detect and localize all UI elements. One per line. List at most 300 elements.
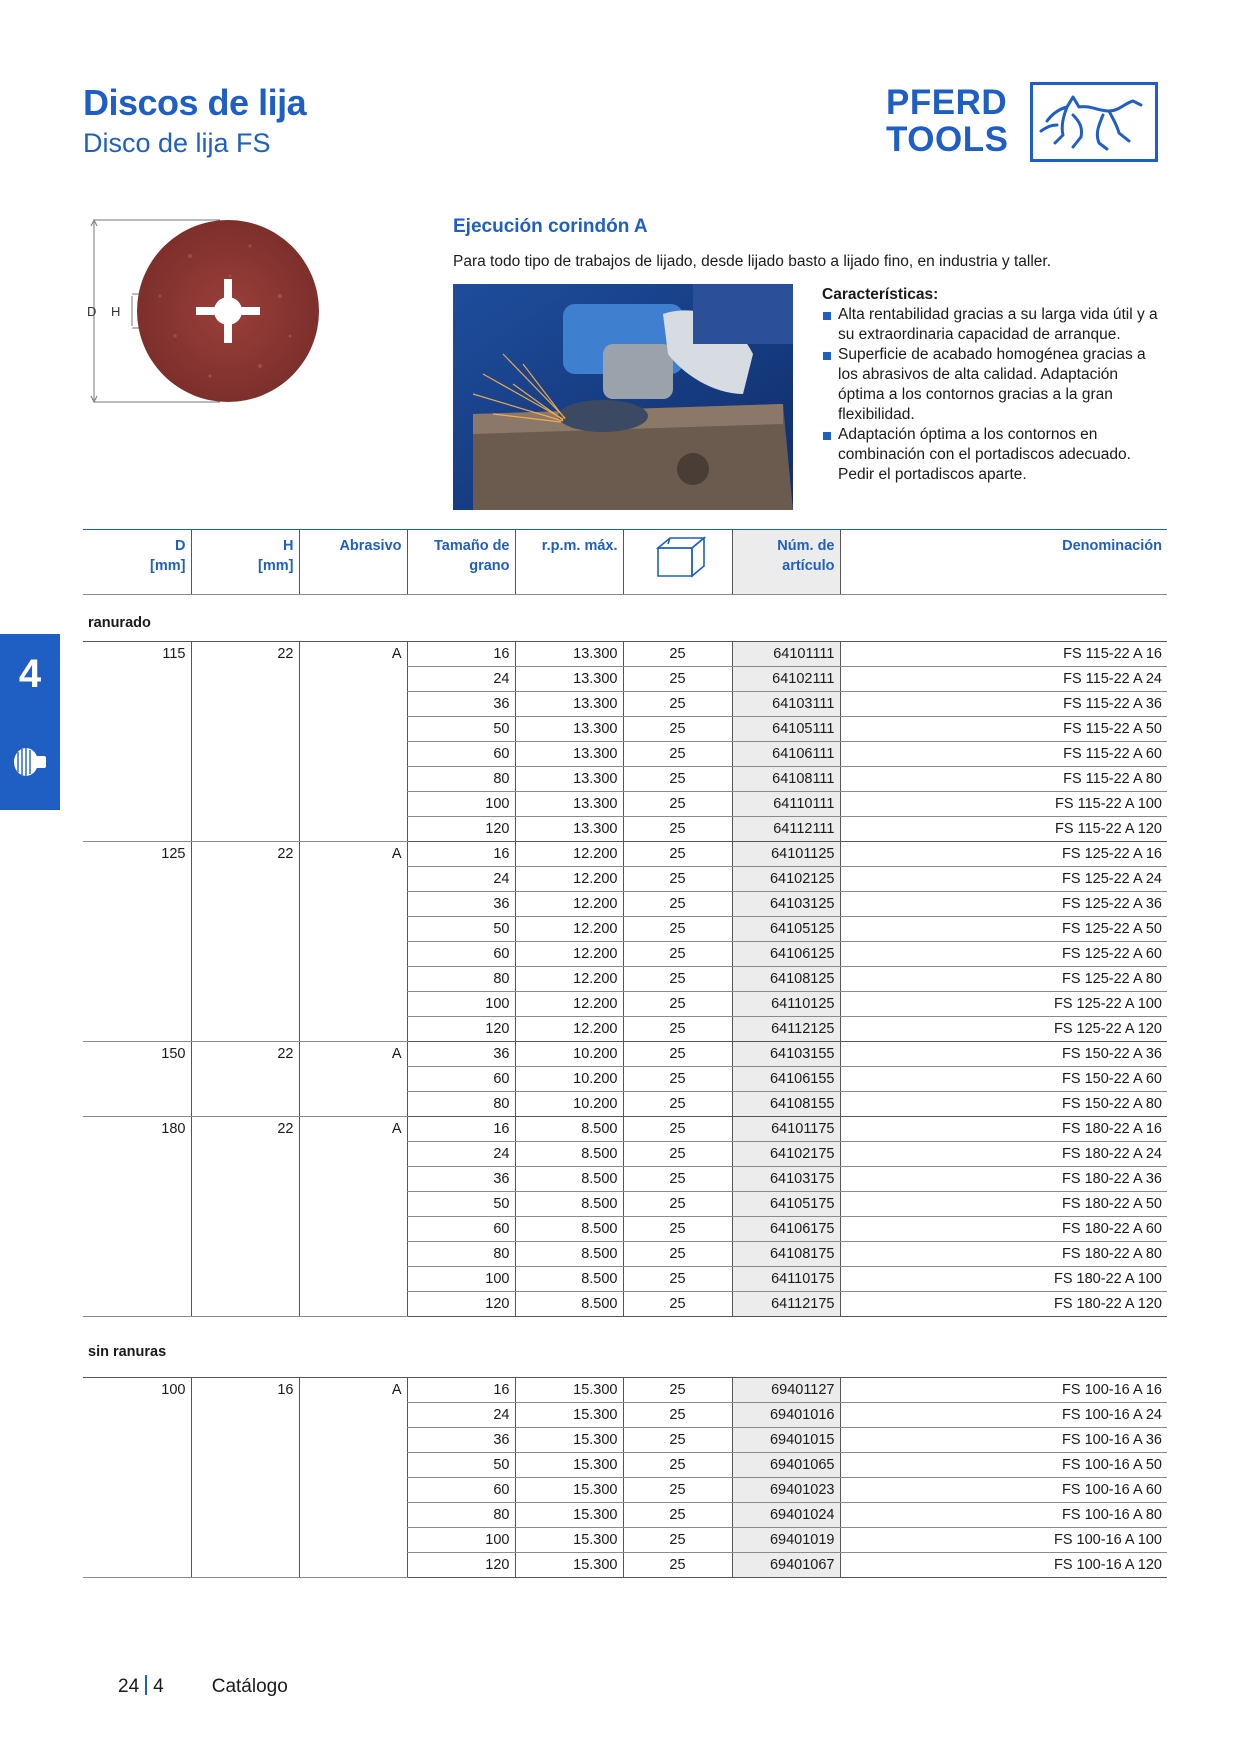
cell-d (83, 1167, 191, 1192)
cell-rpm: 15.300 (515, 1503, 623, 1528)
cell-rpm: 12.200 (515, 942, 623, 967)
cell-abrasivo (299, 1092, 407, 1117)
flap-disc-icon (10, 742, 50, 782)
cell-rpm: 8.500 (515, 1117, 623, 1142)
cell-articulo: 64103155 (732, 1042, 840, 1067)
cell-abrasivo (299, 1167, 407, 1192)
cell-articulo: 64103125 (732, 892, 840, 917)
table-row (83, 667, 1167, 692)
cell-denominacion: FS 125-22 A 16 (840, 842, 1167, 867)
table-row (83, 1042, 1167, 1067)
header-h-line1: H (283, 538, 294, 554)
horse-logo-icon (1030, 82, 1158, 162)
cell-articulo: 64108155 (732, 1092, 840, 1117)
table-row (83, 842, 1167, 867)
cell-grano: 50 (407, 717, 515, 742)
cell-grano: 50 (407, 917, 515, 942)
cell-d (83, 1453, 191, 1478)
cell-h (191, 1267, 299, 1292)
cell-rpm: 8.500 (515, 1192, 623, 1217)
cell-abrasivo (299, 792, 407, 817)
table-row (83, 1067, 1167, 1092)
section-label: ranurado (83, 595, 1167, 642)
cell-pack: 25 (623, 917, 732, 942)
cell-pack: 25 (623, 1403, 732, 1428)
cell-d (83, 992, 191, 1017)
cell-denominacion: FS 115-22 A 80 (840, 767, 1167, 792)
cell-pack: 25 (623, 942, 732, 967)
cell-grano: 50 (407, 1453, 515, 1478)
cell-abrasivo (299, 667, 407, 692)
cell-denominacion: FS 180-22 A 60 (840, 1217, 1167, 1242)
cell-d (83, 1192, 191, 1217)
cell-d (83, 767, 191, 792)
cell-d (83, 892, 191, 917)
cell-h (191, 992, 299, 1017)
cell-grano: 80 (407, 1092, 515, 1117)
cell-pack: 25 (623, 867, 732, 892)
table-body (83, 595, 1167, 1578)
cell-abrasivo (299, 1528, 407, 1553)
cell-h (191, 1017, 299, 1042)
cell-abrasivo (299, 1267, 407, 1292)
cell-rpm: 15.300 (515, 1428, 623, 1453)
cell-grano: 120 (407, 1292, 515, 1317)
cell-abrasivo: A (299, 642, 407, 667)
cell-d (83, 1428, 191, 1453)
cell-pack: 25 (623, 667, 732, 692)
cell-h (191, 1478, 299, 1503)
cell-abrasivo (299, 742, 407, 767)
cell-d (83, 1092, 191, 1117)
cell-articulo: 64103111 (732, 692, 840, 717)
cell-pack: 25 (623, 842, 732, 867)
cell-articulo: 64108111 (732, 767, 840, 792)
header-grano-line2: grano (469, 558, 510, 574)
table-row (83, 642, 1167, 667)
cell-grano: 24 (407, 1142, 515, 1167)
cell-rpm: 15.300 (515, 1403, 623, 1428)
cell-pack: 25 (623, 1092, 732, 1117)
cell-denominacion: FS 180-22 A 36 (840, 1167, 1167, 1192)
cell-articulo: 64103175 (732, 1167, 840, 1192)
cell-rpm: 10.200 (515, 1042, 623, 1067)
cell-h (191, 1192, 299, 1217)
cell-pack: 25 (623, 1428, 732, 1453)
cell-grano: 36 (407, 1428, 515, 1453)
cell-pack: 25 (623, 1142, 732, 1167)
cell-denominacion: FS 150-22 A 36 (840, 1042, 1167, 1067)
features-list (822, 305, 1167, 485)
table-row (83, 1167, 1167, 1192)
cell-articulo: 64112111 (732, 817, 840, 842)
cell-articulo: 64106125 (732, 942, 840, 967)
table-row (83, 692, 1167, 717)
header-denominacion: Denominación (840, 530, 1167, 595)
cell-d (83, 942, 191, 967)
table-row (83, 942, 1167, 967)
section-label: sin ranuras (83, 1317, 1167, 1378)
cell-denominacion: FS 150-22 A 60 (840, 1067, 1167, 1092)
cell-h: 22 (191, 642, 299, 667)
cell-denominacion: FS 100-16 A 24 (840, 1403, 1167, 1428)
cell-d (83, 1478, 191, 1503)
cell-articulo: 64102125 (732, 867, 840, 892)
cell-abrasivo (299, 867, 407, 892)
cell-d (83, 817, 191, 842)
cell-d (83, 867, 191, 892)
cell-d (83, 1017, 191, 1042)
cell-denominacion: FS 180-22 A 24 (840, 1142, 1167, 1167)
cell-denominacion: FS 115-22 A 24 (840, 667, 1167, 692)
header-d-line2: [mm] (150, 558, 186, 574)
cell-articulo: 64112175 (732, 1292, 840, 1317)
cell-abrasivo (299, 1553, 407, 1578)
disc-dimension-diagram (80, 216, 340, 406)
cell-denominacion: FS 125-22 A 100 (840, 992, 1167, 1017)
cell-abrasivo (299, 1142, 407, 1167)
table-section-row (83, 595, 1167, 642)
cell-grano: 24 (407, 667, 515, 692)
cell-articulo: 64101111 (732, 642, 840, 667)
cell-abrasivo (299, 1217, 407, 1242)
page-title: Discos de lija (83, 82, 307, 123)
cell-rpm: 12.200 (515, 842, 623, 867)
cell-abrasivo (299, 1428, 407, 1453)
table-row (83, 1292, 1167, 1317)
cell-d (83, 742, 191, 767)
cell-d (83, 692, 191, 717)
header-articulo-line1: Núm. de (777, 538, 835, 554)
cell-d (83, 1067, 191, 1092)
cell-h (191, 717, 299, 742)
cell-d: 125 (161, 846, 186, 863)
cell-rpm: 10.200 (515, 1092, 623, 1117)
cell-grano: 50 (407, 1192, 515, 1217)
cell-pack: 25 (623, 1478, 732, 1503)
chapter-number: 4 (18, 652, 42, 696)
cell-rpm: 13.300 (515, 667, 623, 692)
cell-articulo: 64108175 (732, 1242, 840, 1267)
cell-rpm: 13.300 (515, 742, 623, 767)
table-row (83, 1192, 1167, 1217)
cell-grano: 24 (407, 1403, 515, 1428)
logo-line-2: TOOLS (886, 120, 1009, 159)
cell-articulo: 69401016 (732, 1403, 840, 1428)
cell-grano: 16 (407, 1378, 515, 1403)
table-row (83, 1478, 1167, 1503)
section-heading: Ejecución corindón A (453, 216, 648, 237)
cell-denominacion: FS 100-16 A 60 (840, 1478, 1167, 1503)
table-row (83, 867, 1167, 892)
cell-articulo: 64110175 (732, 1267, 840, 1292)
cell-h (191, 1428, 299, 1453)
table-row (83, 817, 1167, 842)
cell-denominacion: FS 115-22 A 36 (840, 692, 1167, 717)
cell-articulo: 64106155 (732, 1067, 840, 1092)
cell-denominacion: FS 180-22 A 80 (840, 1242, 1167, 1267)
cell-rpm: 8.500 (515, 1267, 623, 1292)
cell-grano: 100 (407, 1528, 515, 1553)
header-abrasivo: Abrasivo (299, 530, 407, 595)
cell-pack: 25 (623, 992, 732, 1017)
cell-abrasivo (299, 917, 407, 942)
cell-articulo: 69401019 (732, 1528, 840, 1553)
footer-label: Catálogo (211, 1676, 288, 1697)
features-block (822, 285, 1167, 485)
table-row (83, 1267, 1167, 1292)
table-row (83, 1528, 1167, 1553)
header-d-line1: D (175, 538, 186, 554)
product-table (83, 529, 1167, 1578)
cell-d: 150 (161, 1046, 186, 1063)
cell-articulo: 64110125 (732, 992, 840, 1017)
table-row (83, 917, 1167, 942)
cell-denominacion: FS 125-22 A 60 (840, 942, 1167, 967)
cell-h (191, 967, 299, 992)
cell-pack: 25 (623, 1292, 732, 1317)
cell-grano: 80 (407, 767, 515, 792)
cell-denominacion: FS 180-22 A 120 (840, 1292, 1167, 1317)
cell-grano: 100 (407, 1267, 515, 1292)
cell-grano: 36 (407, 1167, 515, 1192)
cell-articulo: 69401127 (732, 1378, 840, 1403)
cell-abrasivo (299, 967, 407, 992)
table-row (83, 717, 1167, 742)
cell-d (83, 667, 191, 692)
cell-grano: 60 (407, 1217, 515, 1242)
cell-pack: 25 (623, 1267, 732, 1292)
cell-articulo: 64108125 (732, 967, 840, 992)
cell-grano: 16 (407, 842, 515, 867)
table-row (83, 1142, 1167, 1167)
cell-abrasivo (299, 1292, 407, 1317)
cell-articulo: 64102111 (732, 667, 840, 692)
header-package (623, 530, 732, 595)
cell-rpm: 8.500 (515, 1142, 623, 1167)
cell-d (83, 1142, 191, 1167)
cell-grano: 100 (407, 992, 515, 1017)
cell-h (191, 917, 299, 942)
table-row (83, 1428, 1167, 1453)
page-subtitle: Disco de lija FS (83, 128, 271, 158)
cell-abrasivo (299, 692, 407, 717)
cell-d: 100 (161, 1382, 186, 1399)
cell-articulo: 64105175 (732, 1192, 840, 1217)
product-photo (453, 284, 793, 510)
cell-abrasivo (299, 1017, 407, 1042)
table-row (83, 1553, 1167, 1578)
cell-abrasivo (299, 1503, 407, 1528)
table-row (83, 792, 1167, 817)
cell-articulo: 64106175 (732, 1217, 840, 1242)
cell-denominacion: FS 100-16 A 16 (840, 1378, 1167, 1403)
cell-grano: 120 (407, 1017, 515, 1042)
cell-rpm: 13.300 (515, 642, 623, 667)
cell-articulo: 69401065 (732, 1453, 840, 1478)
cell-pack: 25 (623, 767, 732, 792)
cell-abrasivo: A (299, 1378, 407, 1403)
cell-pack: 25 (623, 642, 732, 667)
cell-h (191, 1242, 299, 1267)
cell-pack: 25 (623, 1453, 732, 1478)
label-d: D (87, 304, 97, 319)
cell-denominacion: FS 125-22 A 80 (840, 967, 1167, 992)
cell-pack: 25 (623, 817, 732, 842)
feature-item: Superficie de acabado homogénea gracias a los abrasivos de alta calidad. Adaptación óptima a los contornos gracias a la gran flexibilidad. (822, 345, 1167, 425)
cell-h (191, 817, 299, 842)
cell-d (83, 1528, 191, 1553)
cell-d (83, 1292, 191, 1317)
cell-rpm: 8.500 (515, 1292, 623, 1317)
cell-d (83, 1503, 191, 1528)
cell-pack: 25 (623, 967, 732, 992)
cell-denominacion: FS 125-22 A 50 (840, 917, 1167, 942)
cell-abrasivo (299, 817, 407, 842)
cell-pack: 25 (623, 1192, 732, 1217)
cell-rpm: 13.300 (515, 717, 623, 742)
cell-abrasivo (299, 767, 407, 792)
cell-denominacion: FS 115-22 A 16 (840, 642, 1167, 667)
cell-articulo: 69401015 (732, 1428, 840, 1453)
header-grano-line1: Tamaño de (434, 538, 510, 554)
table-row (83, 1378, 1167, 1403)
cell-rpm: 13.300 (515, 792, 623, 817)
cell-h (191, 1553, 299, 1578)
cell-abrasivo (299, 1192, 407, 1217)
header-grano (407, 530, 515, 595)
cell-d (83, 717, 191, 742)
page-footer (118, 1675, 288, 1698)
cell-pack: 25 (623, 1378, 732, 1403)
cell-rpm: 8.500 (515, 1217, 623, 1242)
logo-line-1: PFERD (886, 83, 1008, 122)
pferd-logo (886, 82, 1172, 168)
cell-h (191, 742, 299, 767)
label-h: H (111, 304, 121, 319)
table-row (83, 1117, 1167, 1142)
cell-h (191, 892, 299, 917)
cell-rpm: 15.300 (515, 1528, 623, 1553)
cell-denominacion: FS 115-22 A 120 (840, 817, 1167, 842)
cell-h (191, 867, 299, 892)
cell-grano: 60 (407, 742, 515, 767)
cell-rpm: 15.300 (515, 1378, 623, 1403)
cell-d (83, 967, 191, 992)
cell-grano: 120 (407, 1553, 515, 1578)
cell-rpm: 12.200 (515, 917, 623, 942)
table-row (83, 892, 1167, 917)
cell-articulo: 64102175 (732, 1142, 840, 1167)
cell-rpm: 15.300 (515, 1453, 623, 1478)
cell-h (191, 1167, 299, 1192)
cell-denominacion: FS 100-16 A 50 (840, 1453, 1167, 1478)
cell-pack: 25 (623, 1528, 732, 1553)
header-articulo (732, 530, 840, 595)
cell-denominacion: FS 180-22 A 100 (840, 1267, 1167, 1292)
cell-grano: 16 (407, 642, 515, 667)
cell-denominacion: FS 125-22 A 24 (840, 867, 1167, 892)
cell-h: 22 (191, 1042, 299, 1067)
cell-pack: 25 (623, 892, 732, 917)
cell-h (191, 1142, 299, 1167)
cell-denominacion: FS 180-22 A 50 (840, 1192, 1167, 1217)
cell-grano: 60 (407, 1067, 515, 1092)
cell-h: 22 (191, 1117, 299, 1142)
cell-abrasivo: A (299, 1042, 407, 1067)
cell-abrasivo (299, 1403, 407, 1428)
cell-pack: 25 (623, 742, 732, 767)
cell-rpm: 8.500 (515, 1242, 623, 1267)
cell-pack: 25 (623, 1167, 732, 1192)
cell-h (191, 1503, 299, 1528)
cell-h (191, 1217, 299, 1242)
header-articulo-line2: artículo (782, 558, 835, 574)
cell-grano: 80 (407, 1242, 515, 1267)
cell-abrasivo (299, 892, 407, 917)
cell-abrasivo (299, 1067, 407, 1092)
cell-articulo: 64105125 (732, 917, 840, 942)
cell-h (191, 1453, 299, 1478)
footer-separator (145, 1675, 147, 1695)
cell-rpm: 12.200 (515, 867, 623, 892)
cell-d (83, 1267, 191, 1292)
cell-rpm: 12.200 (515, 992, 623, 1017)
cell-d (83, 792, 191, 817)
package-box-icon (654, 534, 714, 580)
table-header (83, 530, 1167, 595)
cell-articulo: 69401023 (732, 1478, 840, 1503)
table-row (83, 1242, 1167, 1267)
cell-rpm: 12.200 (515, 967, 623, 992)
cell-d (83, 1403, 191, 1428)
cell-abrasivo: A (299, 1117, 407, 1142)
cell-abrasivo (299, 1478, 407, 1503)
cell-grano: 24 (407, 867, 515, 892)
cell-d: 115 (162, 646, 186, 663)
cell-rpm: 12.200 (515, 1017, 623, 1042)
header-d (83, 530, 191, 595)
cell-abrasivo: A (299, 842, 407, 867)
cell-h (191, 1292, 299, 1317)
cell-denominacion: FS 115-22 A 100 (840, 792, 1167, 817)
cell-grano: 36 (407, 1042, 515, 1067)
table-row (83, 967, 1167, 992)
cell-grano: 80 (407, 1503, 515, 1528)
cell-rpm: 13.300 (515, 692, 623, 717)
section-intro: Para todo tipo de trabajos de lijado, desde lijado basto a lijado fino, en industria y taller. (453, 253, 1051, 270)
cell-abrasivo (299, 717, 407, 742)
cell-rpm: 13.300 (515, 817, 623, 842)
cell-h (191, 1403, 299, 1428)
header-h-line2: [mm] (258, 558, 294, 574)
table-row (83, 992, 1167, 1017)
cell-rpm: 10.200 (515, 1067, 623, 1092)
chapter-ref: 4 (153, 1676, 164, 1697)
cell-denominacion: FS 125-22 A 120 (840, 1017, 1167, 1042)
cell-abrasivo (299, 1242, 407, 1267)
table-row (83, 1217, 1167, 1242)
cell-pack: 25 (623, 1217, 732, 1242)
cell-articulo: 64101125 (732, 842, 840, 867)
table-row (83, 1092, 1167, 1117)
cell-denominacion: FS 100-16 A 120 (840, 1553, 1167, 1578)
cell-rpm: 13.300 (515, 767, 623, 792)
cell-pack: 25 (623, 1503, 732, 1528)
cell-grano: 120 (407, 817, 515, 842)
cell-grano: 80 (407, 967, 515, 992)
cell-h: 16 (191, 1378, 299, 1403)
